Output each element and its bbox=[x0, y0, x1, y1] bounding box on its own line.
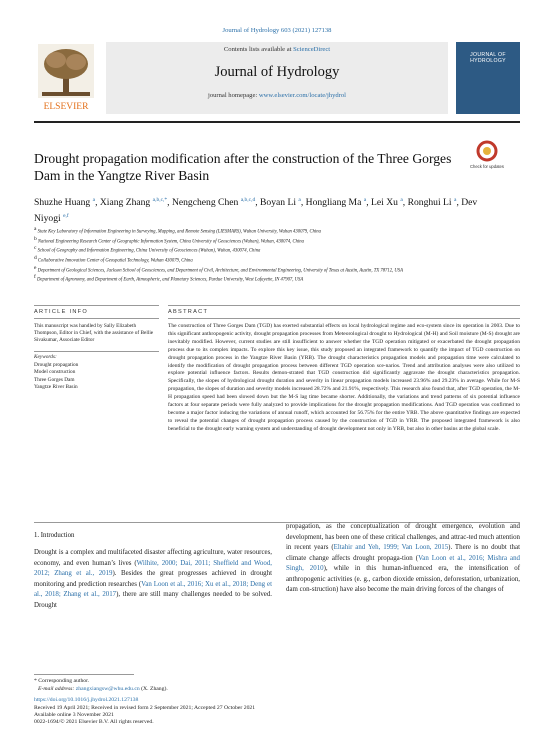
journal-homepage: journal homepage: www.elsevier.com/locate/jhydrol bbox=[207, 92, 347, 99]
author-name: Xiang Zhang bbox=[99, 197, 151, 209]
affiliation-mark: f bbox=[34, 274, 36, 281]
available-online-date: Available online 3 November 2021 bbox=[34, 712, 114, 718]
author-name: Lei Xu bbox=[371, 197, 398, 209]
journal-header-panel bbox=[106, 42, 448, 114]
elsevier-wordmark: ELSEVIER bbox=[43, 102, 89, 112]
corresponding-author-note: * Corresponding author. bbox=[34, 678, 90, 684]
author-list: Shuzhe Huang $^a$, Xiang Zhang $^{a,b,c,*}$, Nengcheng Chen $^{a,b,c,d}$, Boyan Li $^a$, Hongliang Ma $^a$, Lei Xu $^a$, Ronghui Li $^a$, Dev Niyogi $^{e,f}$ bbox=[34, 197, 478, 224]
affiliation-mark: c bbox=[34, 245, 37, 252]
received-dates: Received 19 April 2021; Received in revised form 2 September 2021; Accepted 27 October 2021 bbox=[34, 705, 256, 711]
affiliation-mark: a bbox=[34, 226, 37, 232]
cover-title: JOURNAL OF HYDROLOGY bbox=[470, 52, 506, 64]
paper-title: Drought propagation modification after the construction of the Three Gorges Dam in the Yangtze River Basin bbox=[34, 151, 452, 183]
article-info-heading: ARTICLE INFO bbox=[34, 309, 89, 315]
affiliation-text: State Key Laboratory of Information Engineering in Surveying, Mapping, and Remote Sensing (LIESMARS), Wuhan University, Wuhan 430079, China bbox=[37, 229, 321, 235]
elsevier-logo bbox=[34, 42, 98, 114]
affiliation-text: Department of Agronomy, and Department of Earth, Atmospheric, and Planetary Sciences, Purdue University, West Lafayette, IN 47907, USA bbox=[37, 277, 304, 283]
citation-link[interactable]: Van Loon et al., 2016; Mishra and Singh, 2010 bbox=[286, 554, 520, 572]
citation-link[interactable]: Eltahir and Yeh, 1999; Van Loon, 2015 bbox=[333, 544, 449, 551]
author-affiliation-mark[interactable]: a bbox=[298, 197, 301, 203]
author-name: Dev Niyogi bbox=[34, 197, 478, 224]
author[interactable] bbox=[172, 197, 255, 208]
author[interactable] bbox=[260, 197, 301, 208]
affiliation-text: Department of Geological Sciences, Jackson School of Geosciences, and Department of Civil, Architecture, and Environmental Engineering, University of Texas at Austin, Austin, TX 78712, USA bbox=[37, 268, 404, 274]
affiliation-item bbox=[34, 236, 520, 246]
author-name: Shuzhe Huang bbox=[34, 197, 91, 209]
check-for-updates-button[interactable] bbox=[470, 140, 504, 174]
affiliation-mark: d bbox=[34, 254, 37, 261]
email-line: E-mail address: zhangxiangsw@whu.edu.cn (X. Zhang). bbox=[38, 686, 168, 692]
section-heading-introduction: 1. Introduction bbox=[34, 532, 75, 539]
keyword: Model construction bbox=[34, 369, 76, 376]
citation-link[interactable]: Wilhite, 2000; Dai, 2011; Sheffield and Wood, 2012; Zhang et al., 2019 bbox=[34, 559, 272, 577]
journal-cover[interactable] bbox=[456, 42, 520, 114]
author-name: Ronghui Li bbox=[407, 197, 452, 209]
affiliation-item bbox=[34, 274, 520, 284]
affiliation-mark: e bbox=[34, 264, 37, 271]
author[interactable] bbox=[371, 197, 403, 208]
intro-column-right: propagation, as the conceptualization of drought emergence, evolution and development, has been one of these critical challenges, and attrac-ted much attention in recent years (Eltahir and Yeh, 1999; Van Loon, 2015). There is no doubt that climate change affects drought propaga-tion (Van Loon et al., 2016; Mishra and Singh, 2010), while in this human-influenced era, the intensification of anthropogenic activities (e. g., carbon dioxide emission, deforestation, urbanization, dam con-struction) have also become the main driving forces of the changes of bbox=[286, 523, 521, 593]
intro-column-left: Drought is a complex and multifaceted disaster affecting agriculture, water resources, economy, and even human’s lives (Wilhite, 2000; Dai, 2011; Sheffield and Wood, 2012; Zhang et al., 2019). Besides the great progresses achieved in drought monitoring and prediction researches (Van Loon et al., 2016; Xu et al., 2018; Deng et al., 2018; Zhang et al., 2017), there are still many challenges needed to be solved. Drought bbox=[34, 549, 272, 609]
author-affiliation-mark[interactable]: a,b,c,* bbox=[152, 197, 168, 203]
affiliation-text: National Engineering Research Center of Geographic Information System, China University of Geosciences (Wuhan), Wuhan, 430074, China bbox=[37, 239, 304, 245]
divider bbox=[34, 351, 159, 352]
keywords-heading: Keywords: bbox=[34, 354, 57, 360]
journal-reference[interactable]: Journal of Hydrology 603 (2021) 127138 bbox=[222, 27, 332, 34]
author-name: Nengcheng Chen bbox=[171, 197, 239, 209]
contents-available: Contents lists available at ScienceDirect bbox=[223, 46, 331, 53]
author-name: Boyan Li bbox=[260, 197, 296, 209]
author-affiliation-mark[interactable]: a bbox=[363, 197, 367, 203]
author[interactable] bbox=[306, 197, 367, 208]
journal-name: Journal of Hydrology bbox=[214, 64, 340, 80]
author-name: Hongliang Ma bbox=[305, 197, 362, 209]
affiliation-mark: b bbox=[34, 235, 37, 242]
journal-homepage-link[interactable]: www.elsevier.com/locate/jhydrol bbox=[258, 92, 347, 99]
svg-text:Check for updates: Check for updates bbox=[470, 164, 504, 169]
divider bbox=[168, 318, 520, 319]
check-updates-icon bbox=[470, 140, 504, 174]
author-affiliation-mark[interactable]: e,f bbox=[63, 212, 69, 219]
divider bbox=[168, 305, 520, 306]
divider bbox=[34, 318, 159, 319]
keyword: Three Gorges Dam bbox=[34, 376, 75, 383]
keywords-list bbox=[34, 362, 159, 391]
author[interactable] bbox=[100, 197, 167, 208]
affiliation-item bbox=[34, 255, 520, 265]
author-affiliation-mark[interactable]: a,b,c,d bbox=[240, 197, 256, 203]
author-affiliation-mark[interactable]: a bbox=[453, 197, 457, 203]
divider bbox=[34, 305, 159, 306]
citation-link[interactable]: Van Loon et al., 2016; Xu et al., 2018; Deng et al., 2018; Zhang et al., 2017 bbox=[34, 580, 272, 598]
author-affiliation-mark[interactable]: a bbox=[92, 197, 96, 203]
doi-link[interactable]: https://doi.org/10.1016/j.jhydrol.2021.127138 bbox=[34, 697, 139, 703]
affiliation-item bbox=[34, 226, 520, 236]
header-rule bbox=[34, 121, 520, 123]
elsevier-tree-icon bbox=[34, 42, 98, 114]
affiliation-text: School of Geography and Information Engineering, China University of Geosciences (Wuhan), Wuhan, 430074, China bbox=[37, 248, 261, 254]
affiliations bbox=[34, 226, 520, 284]
journal-header bbox=[34, 38, 520, 126]
abstract-body: The construction of Three Gorges Dam (TGD) has exerted substantial effects on local hydrological regime and eco-system since its operation in 2003. Due to this significant anthropogenic activity, drought propagation processes from Meteorological drought to Hydrological (M-H) and Soil moisture (M-S) drought are inevitably modified. However, current studies are still insufficient to answer whether the TGD operation mitigated or exacerbated the drought propagation process due to its complex impacts. To explore this key issue, this study proposed an integrated framework to quantify the impact of TGD construction on drought propagation process in the Yangtze River Basin (YRB). The drought characteristics propagation models and propagation time were calculated to identify the modification of drought propagation process between different TGD operation sce-narios. Trend and attribution analyses were also utilized to explore potential influence factors. Results demon-strated that TGD construction did significantly aggravate the drought characteristics propagation. Specifically, the slopes of hydrological drought duration and severity in linear propagation models increased 23.96% and 29.23% in average. While for M-S propagation, the slopes of duration and severity models increased 28.72% and 21.91%, respectively. This research also found that, after TGD operation, the M-H propagation speed had been slowed down but the M-S lag time became shorter. Additionally, the variations and trend patterns of six potential influence factors at four separate periods were fully analyzed to provide implications for the drought propagation modifications. And TGD operation was confirmed to become a major factor inducing the variations of annual runoff, which accounted for 56.75% for the entire YRB. The above quantitative findings are expected to reveal the potential changes of drought propagation process caused by the construction of TGD in YRB. The proposed integrated framework is also beneficial to the drought early warning system and understanding of drought development not only in YRB, but also in other basins at the global scale. bbox=[168, 323, 520, 432]
handled-by-note: This manuscript was handled by Sally Elizabeth Thompson, Editor in Chief, with the assistance of Bellie Sivakumar, Associate Editor bbox=[34, 323, 154, 344]
author[interactable] bbox=[34, 197, 95, 208]
author-affiliation-mark[interactable]: a bbox=[400, 197, 403, 203]
keyword: Drought propagation bbox=[34, 362, 79, 368]
affiliation-text: Collaborative Innovation Center of Geospatial Technology, Wuhan 430079, China bbox=[37, 258, 193, 264]
affiliation-item bbox=[34, 245, 520, 255]
sciencedirect-link[interactable]: ScienceDirect bbox=[293, 46, 331, 53]
keyword: Yangtze River Basin bbox=[34, 383, 78, 390]
footnote-rule bbox=[34, 674, 134, 675]
abstract-heading: ABSTRACT bbox=[168, 309, 209, 315]
email-link[interactable]: zhangxiangsw@whu.edu.cn bbox=[75, 686, 140, 692]
affiliation-item bbox=[34, 265, 520, 275]
author[interactable] bbox=[408, 197, 457, 208]
issn-copyright: 0022-1694/© 2021 Elsevier B.V. All rights reserved. bbox=[34, 719, 154, 725]
